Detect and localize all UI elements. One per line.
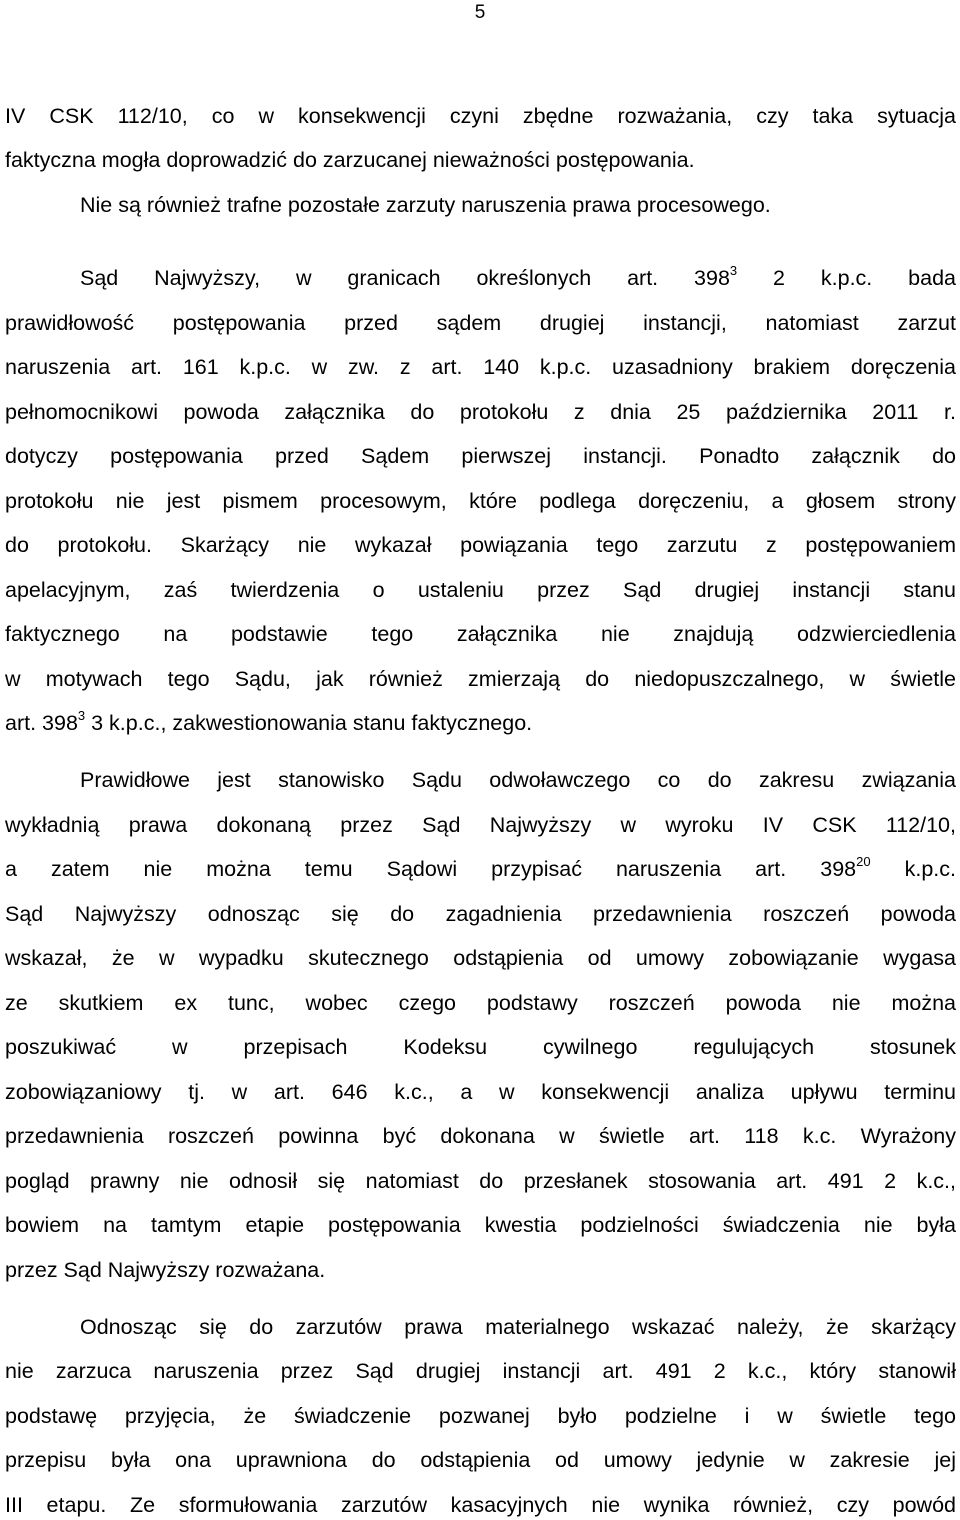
text-line: IV CSK 112/10, co w konsekwencji czyni zbędne rozważania, czy taka sytuacja (5, 104, 956, 128)
text-line: podstawę przyjęcia, że świadczenie pozwanej było podzielne i w świetle tego (5, 1404, 956, 1428)
text-line: dotyczy postępowania przed Sądem pierwszej instancji. Ponadto załącznik do (5, 444, 956, 468)
text-line: apelacyjnym, zaś twierdzenia o ustaleniu przez Sąd drugiej instancji stanu (5, 578, 956, 602)
text-line: przedawnienia roszczeń powinna być dokonana w świetle art. 118 k.c. Wyrażony (5, 1124, 956, 1148)
text-line: Sąd Najwyższy, w granicach określonych art. $398^3$ 2 k.p.c. bada (80, 262, 956, 290)
text-line: protokołu nie jest pismem procesowym, które podlega doręczeniu, a głosem strony (5, 489, 956, 513)
text-line: prawidłowość postępowania przed sądem drugiej instancji, natomiast zarzut (5, 311, 956, 335)
text-line: wskazał, że w wypadku skutecznego odstąpienia od umowy zobowiązanie wygasa (5, 946, 956, 970)
text-line: przepisu była ona uprawniona do odstąpienia od umowy jedynie w zakresie jej (5, 1448, 956, 1472)
text-line: pogląd prawny nie odnosił się natomiast do przesłanek stosowania art. 491 2 k.c., (5, 1169, 956, 1193)
text-line: w motywach tego Sądu, jak również zmierzają do niedopuszczalnego, w świetle (5, 667, 956, 691)
text-line: bowiem na tamtym etapie postępowania kwestia podzielności świadczenia nie była (5, 1213, 956, 1237)
text-line: poszukiwać w przepisach Kodeksu cywilnego regulujących stosunek (5, 1035, 956, 1059)
page-number: 5 (474, 2, 486, 23)
text-line: Prawidłowe jest stanowisko Sądu odwoławczego co do zakresu związania (80, 768, 956, 792)
text-line: do protokołu. Skarżący nie wykazał powiązania tego zarzutu z postępowaniem (5, 533, 956, 557)
text-line: nie zarzuca naruszenia przez Sąd drugiej instancji art. 491 2 k.c., który stanowił (5, 1359, 956, 1383)
text-line: wykładnią prawa dokonaną przez Sąd Najwyższy w wyroku IV CSK 112/10, (5, 813, 956, 837)
text-line: ze skutkiem ex tunc, wobec czego podstawy roszczeń powoda nie można (5, 991, 956, 1015)
text-line: a zatem nie można temu Sądowi przypisać naruszenia art. $398^{20}$ k.p.c. (5, 853, 956, 881)
text-line: Sąd Najwyższy odnosząc się do zagadnienia przedawnienia roszczeń powoda (5, 902, 956, 926)
text-line: Nie są również trafne pozostałe zarzuty naruszenia prawa procesowego. (80, 193, 771, 217)
text-line: pełnomocnikowi powoda załącznika do protokołu z dnia 25 października 2011 r. (5, 400, 956, 424)
text-line: faktyczna mogła doprowadzić do zarzucanej nieważności postępowania. (5, 148, 695, 172)
text-line: naruszenia art. 161 k.p.c. w zw. z art. 140 k.p.c. uzasadniony brakiem doręczenia (5, 355, 956, 379)
text-line: faktycznego na podstawie tego załącznika nie znajdują odzwierciedlenia (5, 622, 956, 646)
text-line: art. $398^3$ 3 k.p.c., zakwestionowania stanu faktycznego. (5, 707, 533, 735)
text-line: przez Sąd Najwyższy rozważana. (5, 1258, 326, 1282)
text-line: Odnosząc się do zarzutów prawa materialnego wskazać należy, że skarżący (80, 1315, 956, 1339)
text-line: III etapu. Ze sformułowania zarzutów kasacyjnych nie wynika również, czy powód (5, 1493, 956, 1517)
text-line: zobowiązaniowy tj. w art. 646 k.c., a w konsekwencji analiza upływu terminu (5, 1080, 956, 1104)
